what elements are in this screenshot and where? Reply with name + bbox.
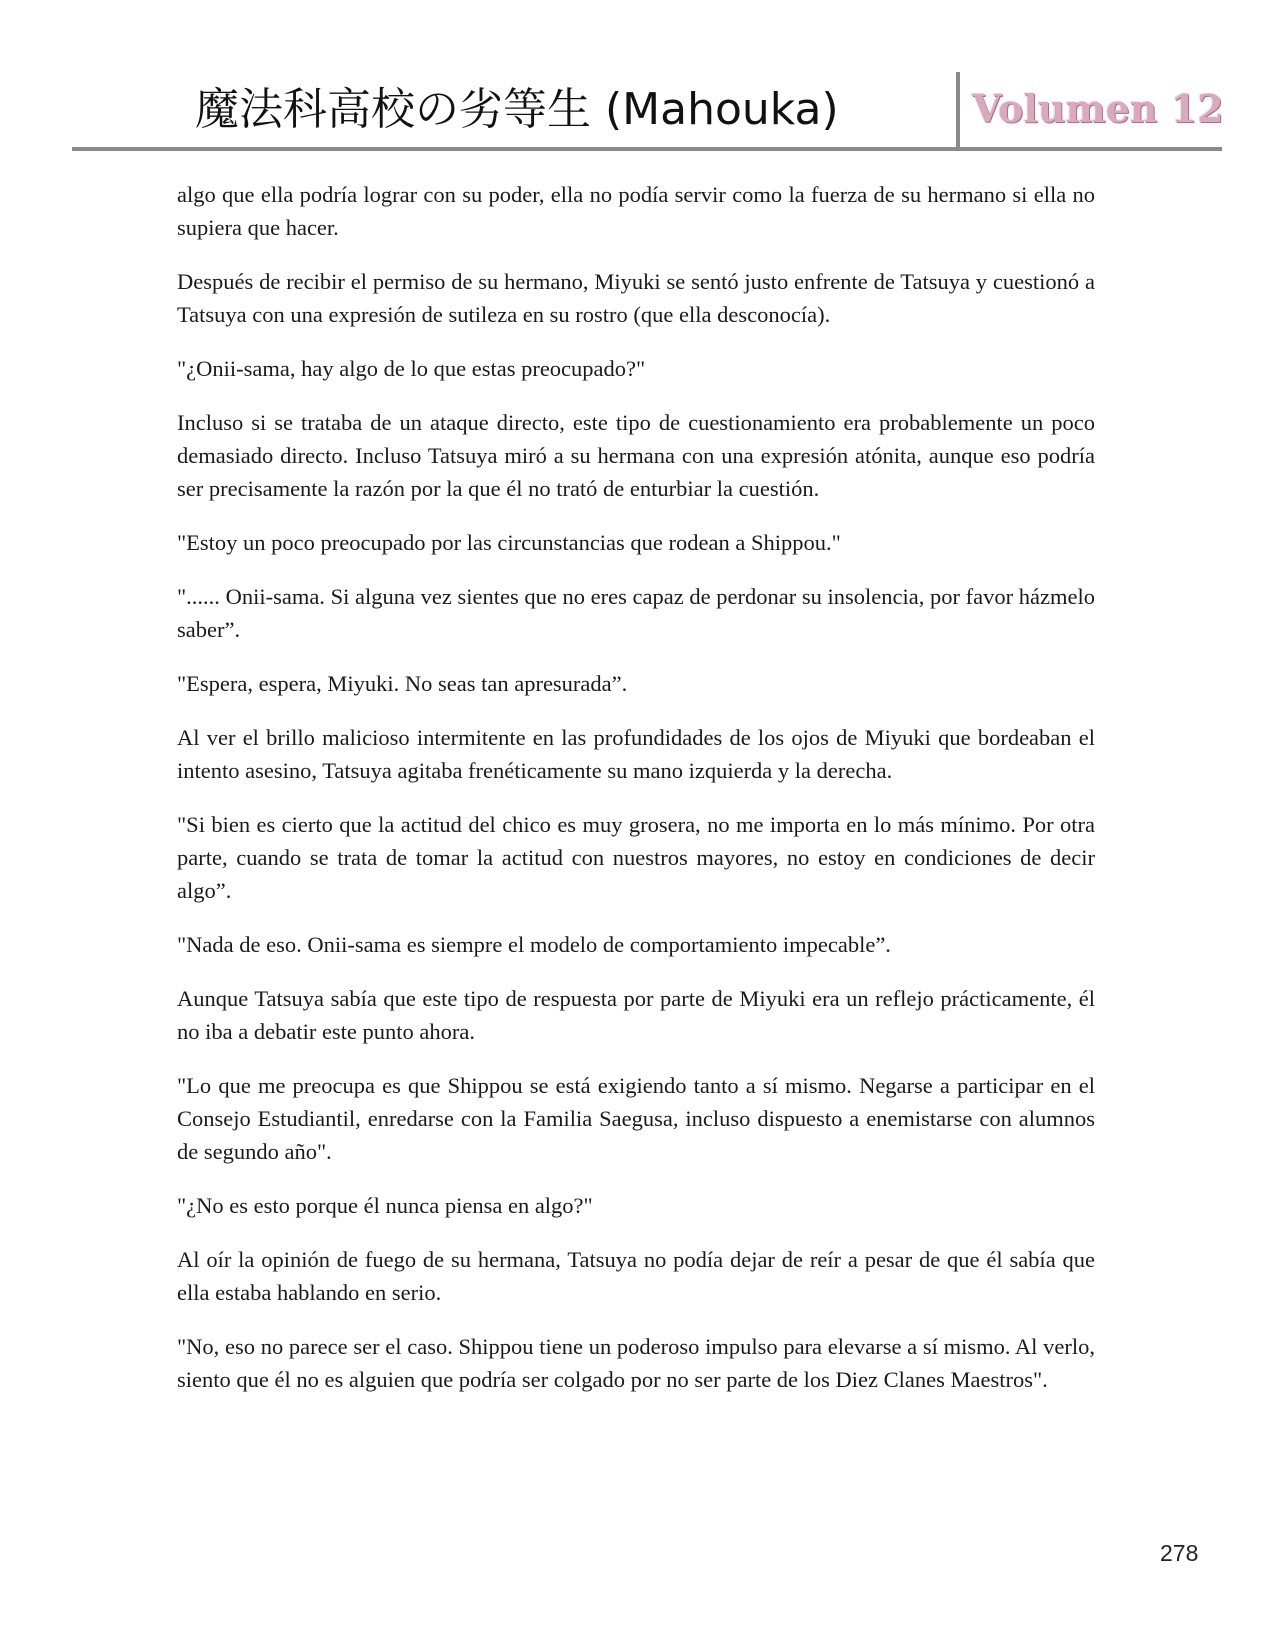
paragraph: "Si bien es cierto que la actitud del chico es muy grosera, no me importa en lo más mínimo. Por otra parte, cuando se trata de tomar la actitud con nuestros mayores, no estoy en condiciones de decir algo”. (177, 812, 1095, 903)
paragraph: "Espera, espera, Miyuki. No seas tan apresurada”. (177, 671, 628, 696)
paragraph: "¿No es esto porque él nunca piensa en algo?" (177, 1193, 593, 1218)
paragraph: "No, eso no parece ser el caso. Shippou tiene un poderoso impulso para elevarse a sí mismo. Al verlo, siento que él no es alguien que podría ser colgado por no ser parte de los Diez Clanes Maestros". (177, 1334, 1095, 1392)
page-number: 278 (1160, 1540, 1199, 1566)
paragraph: "Lo que me preocupa es que Shippou se está exigiendo tanto a sí mismo. Negarse a participar en el Consejo Estudiantil, enredarse con la Familia Saegusa, incluso dispuesto a enemistarse con alumnos de segundo año". (177, 1073, 1095, 1164)
paragraph: Después de recibir el permiso de su hermano, Miyuki se sentó justo enfrente de Tatsuya y cuestionó a Tatsuya con una expresión de sutileza en su rostro (que ella desconocía). (177, 269, 1095, 327)
paragraph: algo que ella podría lograr con su poder, ella no podía servir como la fuerza de su hermano si ella no supiera que hacer. (177, 182, 1095, 240)
paragraph: Al ver el brillo malicioso intermitente en las profundidades de los ojos de Miyuki que bordeaban el intento asesino, Tatsuya agitaba frenéticamente su mano izquierda y la derecha. (177, 725, 1095, 783)
body-text (177, 178, 1095, 1417)
paragraph: "Nada de eso. Onii-sama es siempre el modelo de comportamiento impecable”. (177, 932, 891, 957)
paragraph: Incluso si se trataba de un ataque directo, este tipo de cuestionamiento era probablemente un poco demasiado directo. Incluso Tatsuya miró a su hermana con una expresión atónita, aunque eso podría ser precisamente la razón por la que él no trató de enturbiar la cuestión. (177, 410, 1095, 501)
paragraph: "Estoy un poco preocupado por las circunstancias que rodean a Shippou." (177, 530, 841, 555)
paragraph: "...... Onii-sama. Si alguna vez sientes que no eres capaz de perdonar su insolencia, por favor házmelo saber”. (177, 584, 1095, 642)
header-vertical-divider (956, 72, 960, 149)
paragraph: Aunque Tatsuya sabía que este tipo de respuesta por parte de Miyuki era un reflejo prácticamente, él no iba a debatir este punto ahora. (177, 986, 1095, 1044)
paragraph: "¿Onii-sama, hay algo de lo que estas preocupado?" (177, 356, 646, 381)
paragraph: Al oír la opinión de fuego de su hermana, Tatsuya no podía dejar de reír a pesar de que él sabía que ella estaba hablando en serio. (177, 1247, 1095, 1305)
volume-label: Volumen 12 (972, 86, 1224, 131)
header-horizontal-rule (72, 147, 1222, 151)
book-title: 魔法科高校の劣等生 (Mahouka) (195, 84, 839, 135)
